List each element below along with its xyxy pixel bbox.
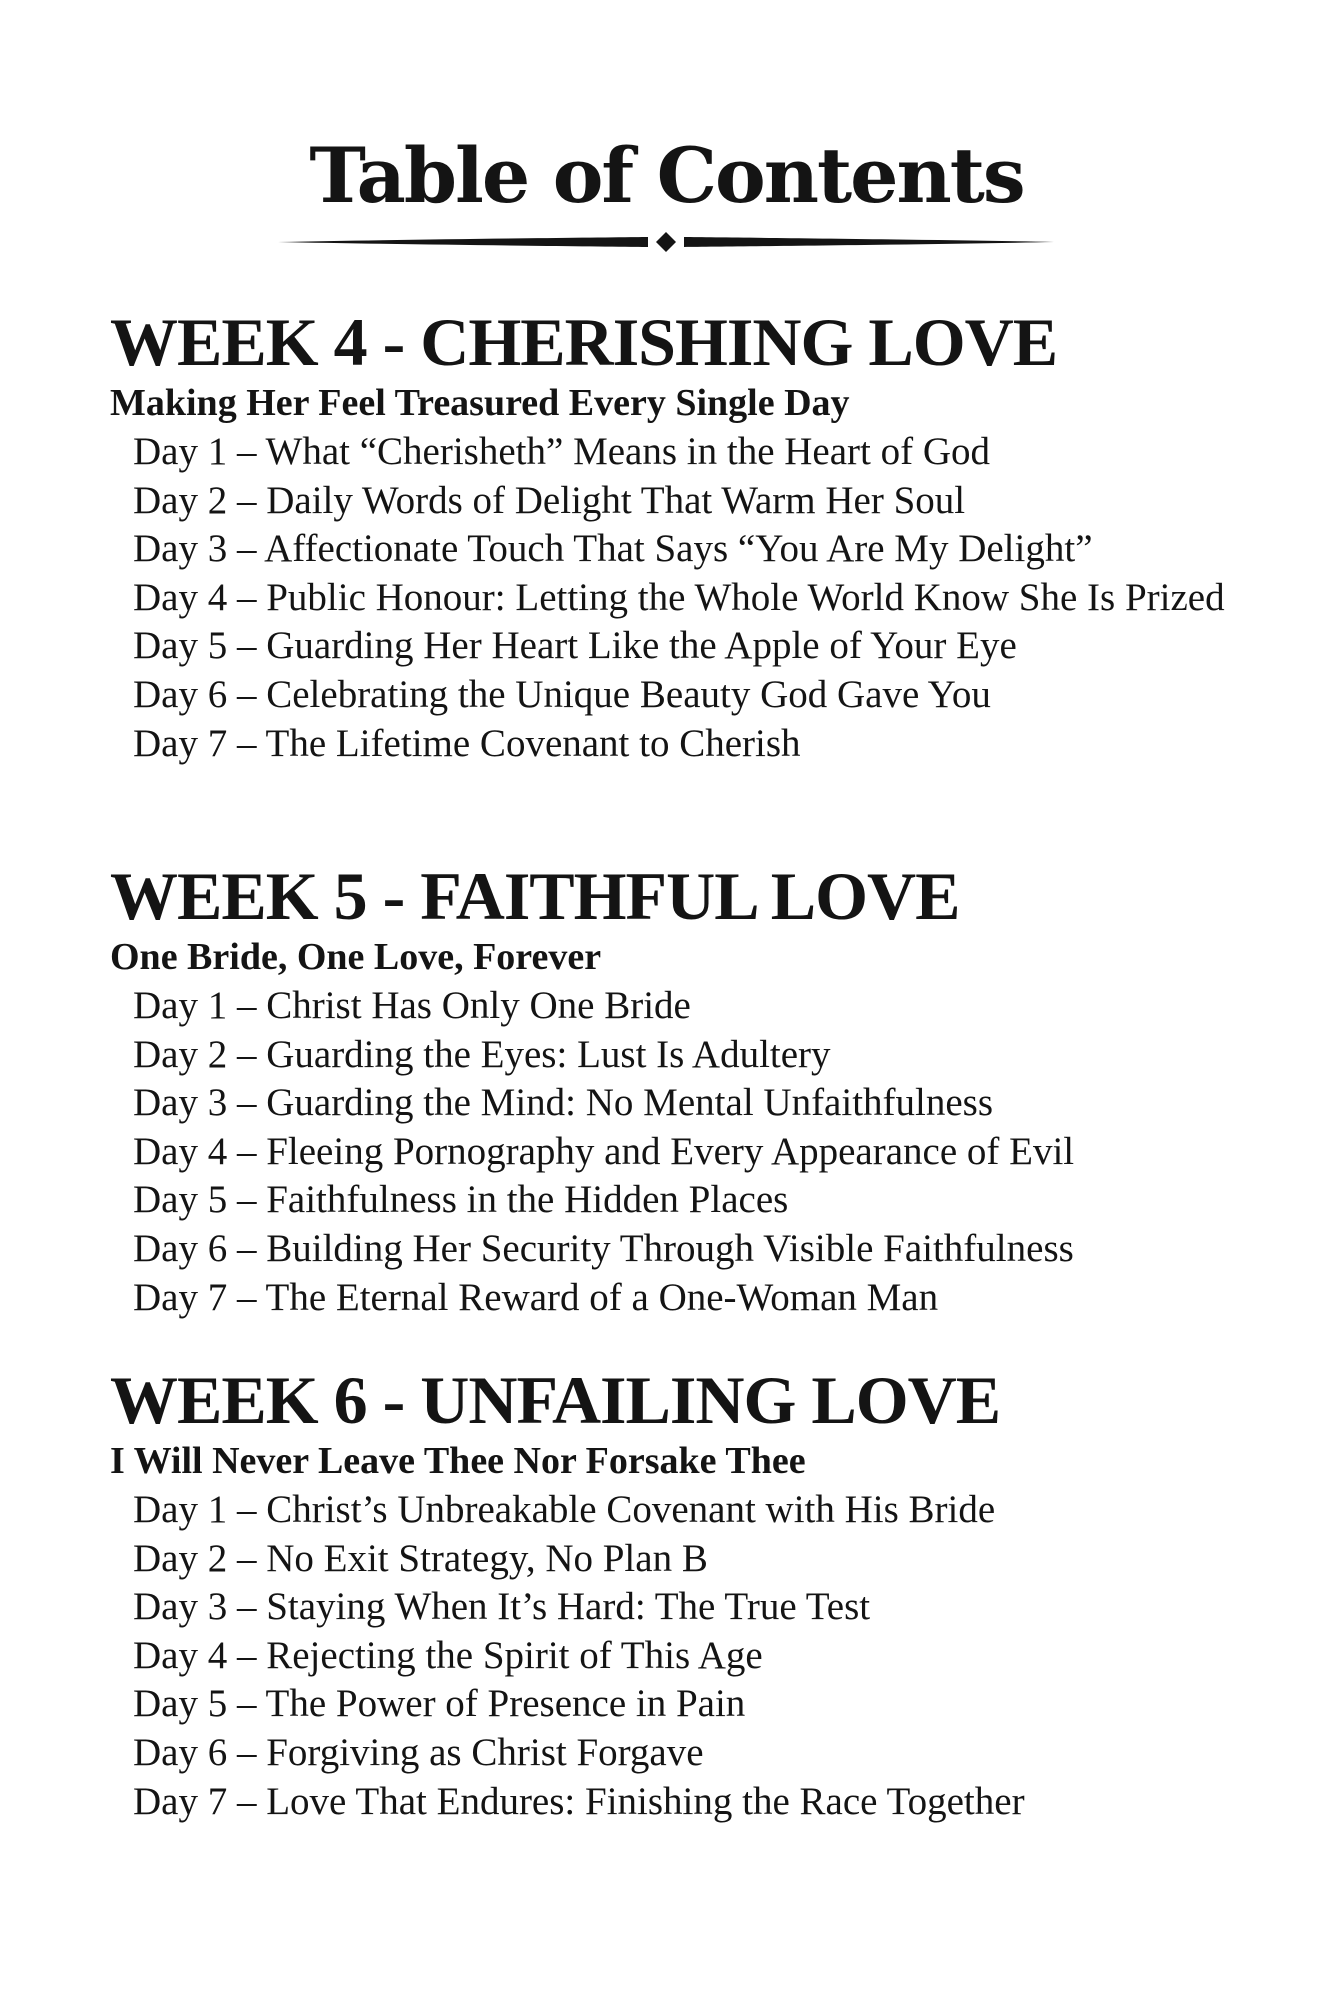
day-list [110,982,1310,1322]
page-title: Table of Contents [309,131,1024,220]
day-entry: Day 1 – Christ’s Unbreakable Covenant with His Bride [133,1488,996,1531]
day-entry: Day 3 – Staying When It’s Hard: The True Test [133,1585,871,1629]
week-subtitle: I Will Never Leave Thee Nor Forsake Thee [110,1440,806,1482]
day-entry: Day 5 – The Power of Presence in Pain [133,1682,746,1726]
day-entry: Day 2 – Guarding the Eyes: Lust Is Adultery [133,1032,831,1076]
day-list [110,428,1310,768]
week-title: WEEK 4 - CHERISHING LOVE [110,304,1058,380]
day-entry: Day 4 – Fleeing Pornography and Every Appearance of Evil [133,1129,1075,1173]
day-entry: Day 2 – No Exit Strategy, No Plan B [133,1536,708,1580]
day-entry: Day 3 – Affectionate Touch That Says “You Are My Delight” [133,527,1093,571]
day-entry: Day 4 – Rejecting the Spirit of This Age [133,1633,763,1677]
week-5-section [110,858,1310,1322]
day-entry: Day 6 – Building Her Security Through Visible Faithfulness [133,1226,1074,1270]
week-title: WEEK 6 - UNFAILING LOVE [110,1362,1001,1438]
day-entry: Day 7 – The Eternal Reward of a One-Woman Man [133,1275,939,1319]
day-entry: Day 1 – What “Cherisheth” Means in the Heart of God [133,430,991,473]
day-entry: Day 6 – Celebrating the Unique Beauty God Gave You [133,672,991,716]
week-title: WEEK 5 - FAITHFUL LOVE [110,858,960,934]
day-entry: Day 3 – Guarding the Mind: No Mental Unfaithfulness [133,1081,994,1125]
day-entry: Day 1 – Christ Has Only One Bride [133,984,691,1027]
week-6-section [110,1362,1310,1826]
day-entry: Day 2 – Daily Words of Delight That Warm Her Soul [133,478,966,522]
week-subtitle: Making Her Feel Treasured Every Single Day [110,382,850,424]
day-entry: Day 4 – Public Honour: Letting the Whole World Know She Is Prized [133,575,1225,619]
week-subtitle: One Bride, One Love, Forever [110,936,602,978]
ornamental-divider [278,226,1054,258]
day-entry: Day 7 – The Lifetime Covenant to Cherish [133,721,801,765]
day-entry: Day 5 – Guarding Her Heart Like the Apple of Your Eye [133,624,1017,668]
day-list [110,1486,1310,1826]
day-entry: Day 6 – Forgiving as Christ Forgave [133,1730,704,1774]
day-entry: Day 7 – Love That Endures: Finishing the Race Together [133,1779,1025,1823]
week-4-section [110,304,1310,768]
day-entry: Day 5 – Faithfulness in the Hidden Places [133,1178,789,1222]
